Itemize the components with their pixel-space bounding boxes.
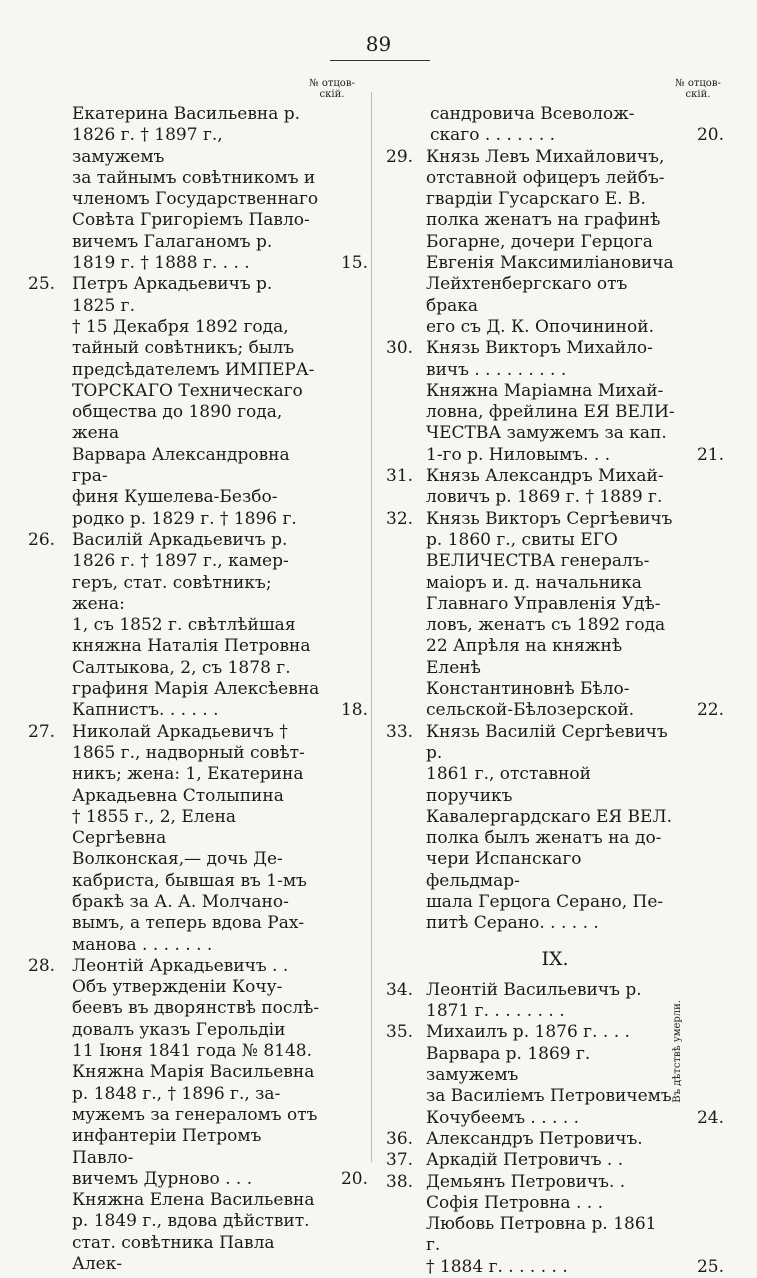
entry-number: 37. [386,1150,414,1171]
entry-text: Княжна Марія Васильевна р. 1848 г., † 1896 г., за- мужемъ за генераломъ отъ инфантеріи Петромъ Павло- вичемъ Дурново . . . [72,1062,318,1189]
entry-number: 35. [386,1022,414,1043]
genealogy-entry [28,1190,368,1275]
genealogy-entry [386,147,724,339]
father-number-ref: 24. [696,1107,724,1128]
father-number-ref: 20. [696,125,724,146]
genealogy-entry [386,509,724,722]
entry-text: Князь Левъ Михайловичъ, отставной офицеръ лейбъ- гвардіи Гусарскаго Е. В. полка женатъ на графинѣ Богарне, дочери Герцога Евгенія Максимиліановича Лейхтенбергскаго отъ брака его съ Д. К. Опочининой. [426,146,674,337]
entry-number: 38. [386,1171,414,1192]
entry-number: 33. [386,721,414,742]
entry-number: 25. [28,274,56,295]
genealogy-entry [386,338,724,466]
genealogy-entry [386,1150,724,1171]
entry-number: 31. [386,466,414,487]
entry-number: 36. [386,1128,414,1149]
left-column [28,104,368,1275]
entry-text: Василій Аркадьевичъ р. 1826 г. † 1897 г., камер- геръ, стат. совѣтникъ; жена: 1, съ 1852 г. свѣтлѣйшая княжна Наталія Петровна Салтыкова, 2, съ 1878 г. графиня Марія Алексѣевна Капнистъ. . . . . . [72,529,320,721]
entry-text: Князь Василій Сергѣевичъ р. 1861 г., отставной поручикъ Кавалергардскаго ЕЯ ВЕЛ. полка былъ женатъ на до- чери Испанскаго фельдмар- шала Герцога Серано, Пе- питѣ Серано. . . . . . [426,721,672,934]
entry-number: 28. [28,955,56,976]
father-number-ref: 15. [340,253,368,274]
side-note: Въ дѣтствѣ умерли. [672,1000,683,1103]
entry-text: Князь Викторъ Сергѣевичъ р. 1860 г., свиты ЕГО ВЕЛИЧЕСТВА генералъ- маіоръ и. д. начальника Главнаго Управленія Удѣ- ловъ, женатъ съ 1892 года 22 Апрѣля на княжнѣ Еленѣ Константиновнѣ Бѣло- сельской-Бѣлозерской. [426,508,673,721]
genealogy-entry [28,274,368,530]
genealogy-entry [386,1129,724,1150]
entry-text: сандровича Всеволож- скаго . . . . . . . [430,104,635,146]
entry-text: Князь Викторъ Михайло- вичъ . . . . . . . . . Княжна Маріамна Михай- ловна, фрейлина ЕЯ ВЕЛИ- ЧЕСТВА замужемъ за кап. 1-го р. Ниловымъ. . . [426,338,675,465]
father-number-ref: 18. [340,700,368,721]
entry-text: Аркадій Петровичъ . . [426,1150,624,1171]
genealogy-entry [386,722,724,935]
entry-text: Петръ Аркадьевичъ р. 1825 г. † 15 Декабря 1892 года, тайный совѣтникъ; былъ предсѣдателемъ ИМПЕРА- ТОРСКАГО Техническаго общества до 1890 года, жена Варвара Александровна гра- финя Кушелева-Безбо- родко р. 1829 г. † 1896 г. [72,274,315,529]
entry-text: Демьянъ Петровичъ. . Софія Петровна . . . Любовь Петровна р. 1861 г. † 1884 г. . . . . . . [426,1171,657,1277]
genealogy-entry [386,1172,724,1278]
genealogy-entry [28,956,368,1062]
header-rule [330,60,430,61]
genealogy-entry [386,104,724,147]
entry-number: 30. [386,338,414,359]
entry-text: Княжна Елена Васильевна р. 1849 г., вдова дѣйствит. стат. совѣтника Павла Алек- [72,1190,315,1275]
entry-number: 26. [28,529,56,550]
father-number-ref: 25. [696,1256,724,1277]
genealogy-entry [28,722,368,956]
genealogy-entry [28,104,368,274]
entry-number: 29. [386,146,414,167]
right-column-header: № отцов- скій. [675,78,721,100]
father-number-ref: 21. [696,444,724,465]
entry-number: 32. [386,508,414,529]
left-column-header: № отцов- скій. [309,78,355,100]
genealogy-entry [28,1062,368,1190]
entry-number: 34. [386,979,414,1000]
entry-text: Николай Аркадьевичъ † 1865 г., надворный совѣт- никъ; жена: 1, Екатерина Аркадьевна Столыпина † 1855 г., 2, Елена Сергѣевна Волконская,— дочь Де- кабриста, бывшая въ 1-мъ бракѣ за А. А. Молчано- вымъ, а теперь вдова Рах- манова . . . . . . . [72,721,307,955]
column-divider [371,92,372,1162]
entry-text: Михаилъ р. 1876 г. . . . Варвара р. 1869 г. замужемъ за Василіемъ Петровичемъ Кочубеемъ . . . . . [426,1022,672,1128]
entry-text: Леонтій Васильевичъ р. 1871 г. . . . . . . . [426,979,642,1022]
genealogy-entry [386,466,724,509]
father-number-ref: 20. [340,1168,368,1189]
genealogy-entry [28,530,368,722]
entry-text: Князь Александръ Михай- ловичъ р. 1869 г. † 1889 г. [426,466,664,508]
entry-text: Леонтій Аркадьевичъ . . Объ утвержденіи Кочу- беевъ въ дворянствѣ послѣ- довалъ указъ Герольдіи 11 Іюня 1841 года № 8148. [72,955,320,1062]
entry-text: Екатерина Васильевна р. 1826 г. † 1897 г., замужемъ за тайнымъ совѣтникомъ и членомъ Государственнаго Совѣта Григоріемъ Павло- вичемъ Галаганомъ р. 1819 г. † 1888 г. . . . [72,104,319,274]
page-number: 89 [365,32,392,56]
entry-number: 27. [28,721,56,742]
entry-text: Александръ Петровичъ. [426,1128,643,1149]
father-number-ref: 22. [696,700,724,721]
section-heading: IX. [541,947,569,970]
